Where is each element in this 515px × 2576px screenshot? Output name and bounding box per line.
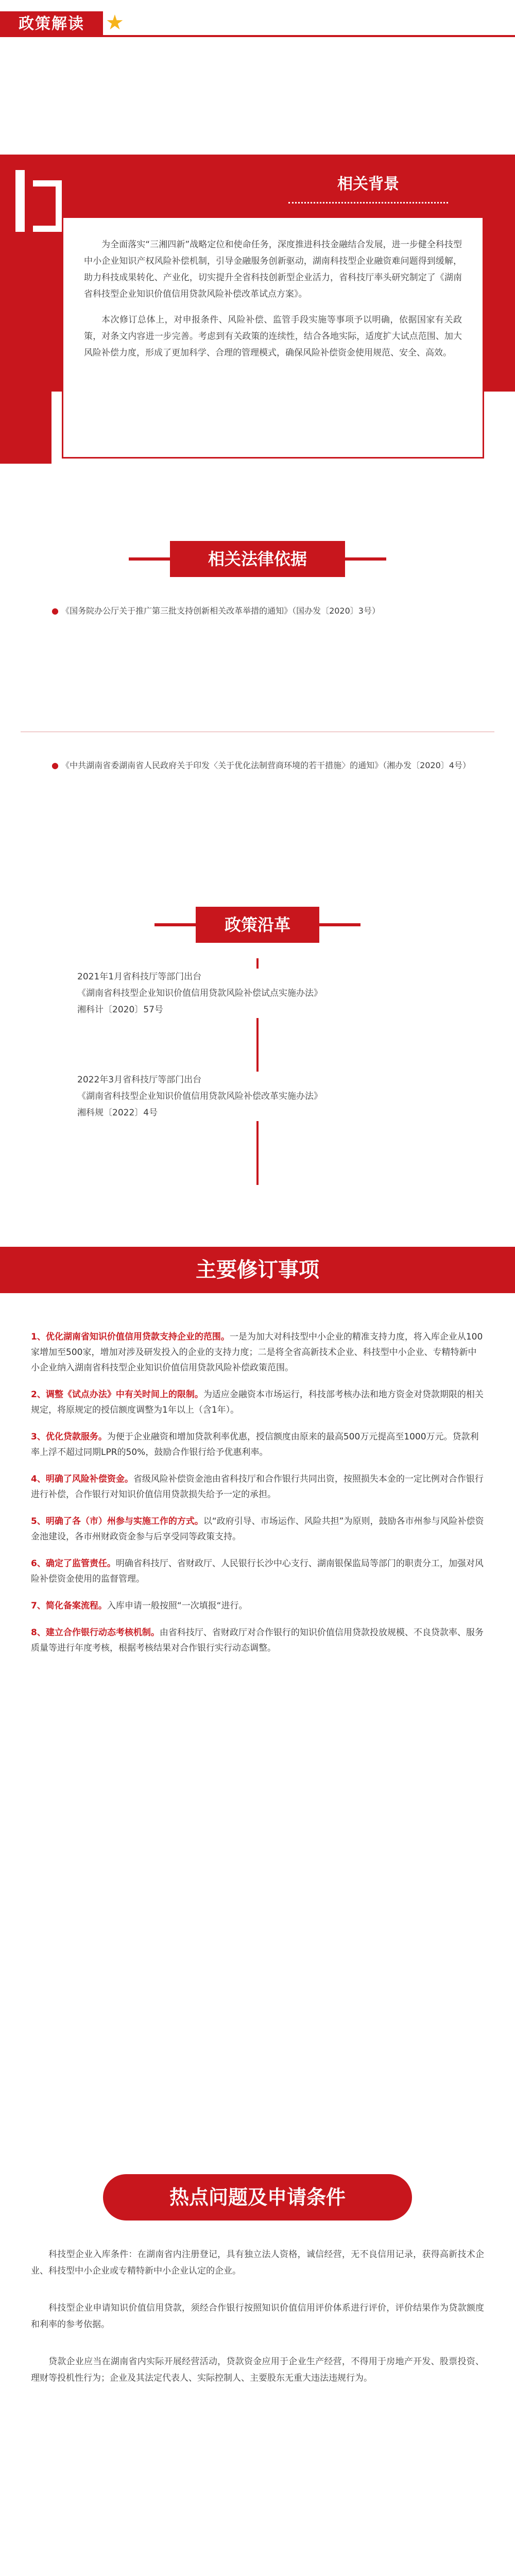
history-v2 bbox=[77, 1072, 438, 1121]
history-v1-doc: 《湖南省科技型企业知识价值信用贷款风险补偿试点实施办法》 bbox=[77, 988, 322, 998]
hot-para-3: 贷款企业应当在湖南省内实际开展经营活动，贷款资金应用于企业生产经营，不得用于房地产开发、股票投资、理财等投机性行为；企业及其法定代表人、实际控制人、主要股东无重大违法违规行为。 bbox=[31, 2357, 484, 2383]
history-v2-date: 2022年3月省科技厅等部门出台 bbox=[77, 1075, 202, 1085]
change-item-4: 4、明确了风险补偿资金。省级风险补偿资金池由省科技厅和合作银行共同出资，按照损失本金的一定比例对合作银行进行补偿，合作银行对知识价值信用贷款损失给予一定的承担。 bbox=[31, 1474, 484, 1500]
hot-para-1: 科技型企业入库条件：在湖南省内注册登记，具有独立法人资格，诚信经营，无不良信用记录，获得高新技术企业、科技型中小企业或专精特新中小企业认定的企业。 bbox=[31, 2249, 484, 2276]
history-v1-no: 湘科计〔2020〕57号 bbox=[77, 1005, 163, 1015]
history-v1 bbox=[77, 969, 438, 1018]
banner-rule bbox=[103, 35, 515, 37]
bullet-icon: ● bbox=[52, 760, 59, 770]
change-item-8: 8、建立合作银行动态考核机制。由省科技厅、省财政厅对合作银行的知识价值信用贷款投放规模、不良贷款率、服务质量等进行年度考核，根据考核结果对合作银行实行动态调整。 bbox=[31, 1628, 484, 1653]
change-item-2: 2、调整《试点办法》中有关时间上的限制。为适应金融资本市场运行，科技部考核办法和地方资金对贷款期限的相关规定，将原规定的授信额度调整为1年以上（含1年）。 bbox=[31, 1389, 484, 1415]
changes-title: 主要修订事项 bbox=[196, 1258, 319, 1282]
background-card bbox=[62, 216, 484, 459]
change-item-6: 6、确定了监管责任。明确省科技厅、省财政厅、人民银行长沙中心支行、湖南银保监局等部门的职责分工，加强对风险补偿资金使用的监督管理。 bbox=[31, 1558, 484, 1584]
history-title: 政策沿革 bbox=[224, 915, 290, 935]
change-item-5: 5、明确了各（市）州参与实施工作的方式。以“政府引导、市场运作、风险共担”为原则，鼓励各市州参与风险补偿资金池建设，各市州财政资金参与后享受同等政策支持。 bbox=[31, 1516, 484, 1542]
background-title: 相关背景 bbox=[337, 175, 399, 193]
change-item-7: 7、简化备案流程。入库申请一般按照“一次填报“进行。 bbox=[31, 1601, 248, 1611]
top-banner bbox=[0, 0, 515, 37]
hot-para-2: 科技型企业申请知识价值信用贷款，须经合作银行按照知识价值信用评价体系进行评价，评价结果作为贷款额度和利率的参考依据。 bbox=[31, 2303, 484, 2330]
history-v1-date: 2021年1月省科技厅等部门出台 bbox=[77, 972, 202, 982]
background-para-2: 本次修订总体上，对申报条件、风险补偿、监管手段实施等事项予以明确，依据国家有关政策，对条文内容进一步完善。考虑到有关政策的连续性，结合各地实际，适度扩大试点范围、加大风险补偿力度，形成了更加科学、合理的管理模式，确保风险补偿资金使用规范、安全、高效。 bbox=[84, 315, 462, 358]
bullet-icon: ● bbox=[52, 606, 59, 616]
hot-body bbox=[31, 2246, 484, 2386]
star-icon: ★ bbox=[106, 11, 124, 35]
page-title: 政策解读 bbox=[19, 15, 84, 33]
change-item-1: 1、优化湖南省知识价值信用贷款支持企业的范围。一是为加大对科技型中小企业的精准支持力度，将入库企业从100家增加至500家，增加对涉及研发投入的企业的支持力度；二是将全省高新技术企业、科技型中小企业、专精特新中小企业纳入湖南省科技型企业知识价值信用贷款风险补偿政策范围。 bbox=[31, 1332, 483, 1373]
background-para-1: 为全面落实“三湘四新”战略定位和使命任务，深度推进科技金融结合发展，进一步健全科技型中小企业知识产权风险补偿机制，引导金融服务创新驱动，湖南科技型企业融资难问题得到缓解，助力科技成果转化、产业化，切实提升全省科技创新型企业活力，省科技厅率头研究制定了《湖南省科技型企业知识价值信用贷款风险补偿改革试点方案》。 bbox=[84, 240, 462, 299]
change-item-3: 3、优化贷款服务。为便于企业融资和增加贷款利率优惠，授信额度由原来的最高500万元提高至1000万元。贷款利率上浮不超过同期LPR的50%，鼓励合作银行给予优惠利率。 bbox=[31, 1432, 479, 1458]
history-v2-doc: 《湖南省科技型企业知识价值信用贷款风险补偿改革实施办法》 bbox=[77, 1091, 322, 1101]
legal-item-1: ● 《国务院办公厅关于推广第三批支持创新相关改革举措的通知》（国办发〔2020〕3号） bbox=[52, 606, 380, 616]
hot-title: 热点问题及申请条件 bbox=[169, 2186, 346, 2209]
legal-title: 相关法律依据 bbox=[208, 549, 307, 569]
legal-item-2: ● 《中共湖南省委湖南省人民政府关于印发〈关于优化法制营商环境的若干措施〉的通知》（湘办发〔2020〕4号） bbox=[52, 760, 471, 770]
history-v2-no: 湘科规〔2022〕4号 bbox=[77, 1108, 158, 1118]
changes-list bbox=[31, 1329, 484, 1667]
hero-corner-icon bbox=[15, 170, 62, 232]
background-title-dots bbox=[288, 202, 448, 206]
